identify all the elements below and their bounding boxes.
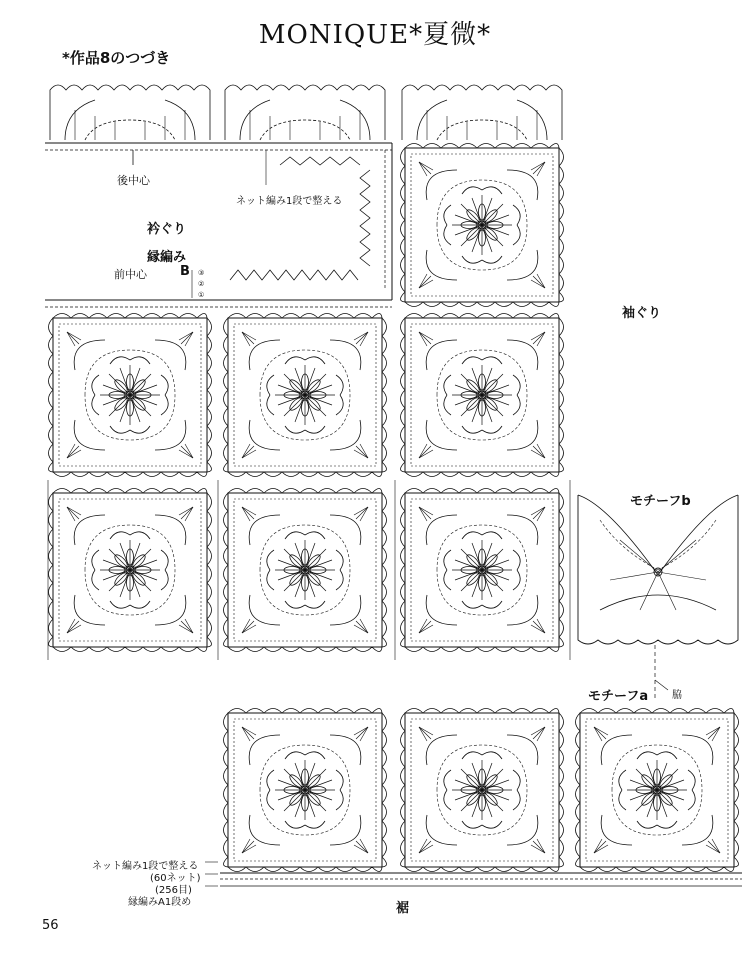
- armhole-label: 袖ぐり: [622, 306, 662, 321]
- page-title: MONIQUE*夏微*: [258, 20, 492, 50]
- edging-b-label: B: [180, 264, 190, 279]
- row-marker-2: ②: [198, 280, 205, 288]
- motif-b-label: モチーフb: [630, 494, 691, 509]
- back-center-label: 後中心: [117, 174, 150, 187]
- hem-label: 裾: [396, 901, 410, 916]
- page-number: 56: [42, 918, 59, 933]
- motif-a-label: モチーフa: [588, 689, 649, 704]
- hem-note-line-4: 縁編みA1段め: [128, 897, 192, 908]
- net-note-top-label: ネット編み1段で整える: [236, 196, 343, 207]
- hem-note-line-2: (60ネット): [150, 873, 201, 884]
- row-marker-3: ③: [198, 269, 205, 277]
- hem-note-line-1: ネット編み1段で整える: [92, 861, 199, 872]
- edging-label: 縁編み: [147, 250, 187, 265]
- neckline-label: 衿ぐり: [147, 222, 187, 237]
- row-marker-1: ①: [198, 291, 205, 299]
- front-center-label: 前中心: [114, 268, 147, 281]
- motif-b-diagram: [578, 495, 738, 700]
- top-edging-band: [45, 143, 392, 307]
- side-label: 脇: [672, 690, 682, 701]
- hem-note-line-3: (256目): [155, 885, 192, 896]
- page-subtitle: *作品8のつづき: [62, 49, 171, 67]
- hem-edging-band: [205, 862, 742, 886]
